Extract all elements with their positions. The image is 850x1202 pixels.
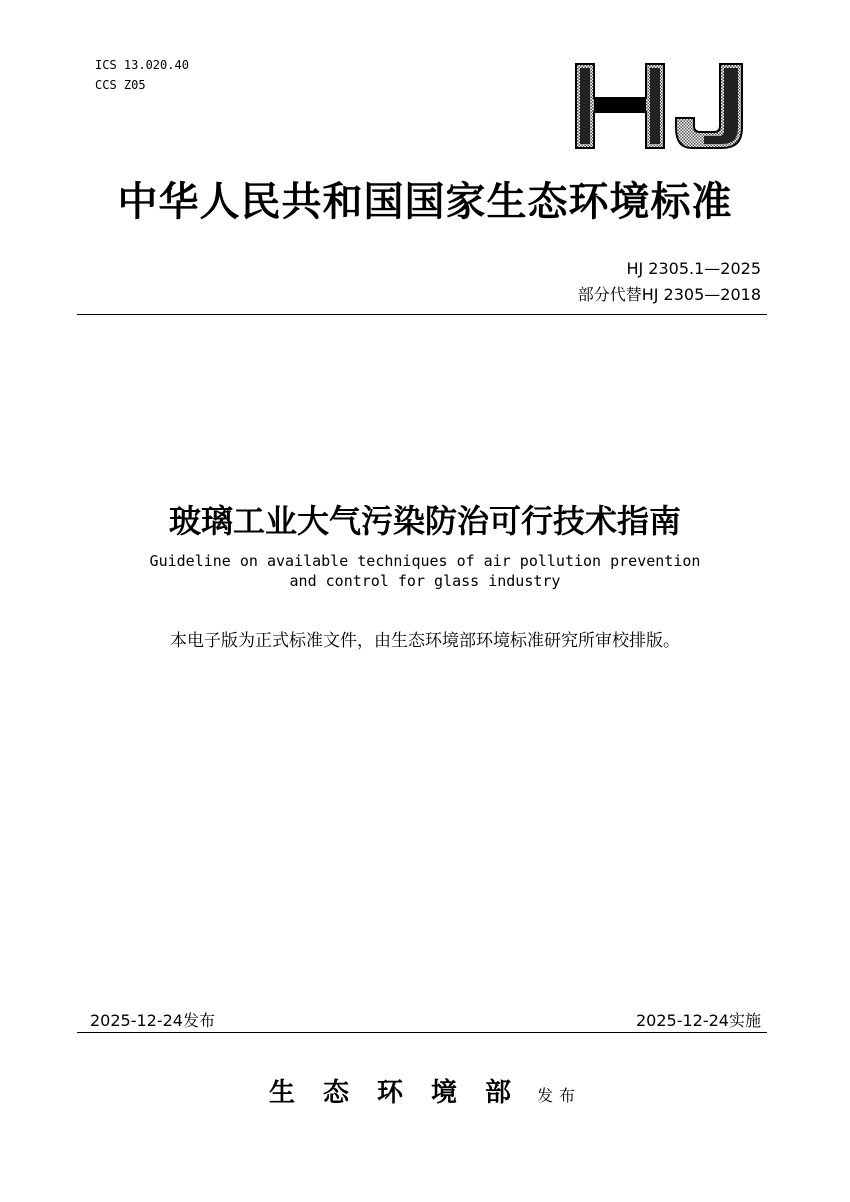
replaces-standard: 部分代替HJ 2305—2018 (577, 285, 761, 304)
implementation-date: 2025-12-24实施 (636, 1011, 761, 1030)
issue-date: 2025-12-24发布 (90, 1011, 215, 1030)
standard-number: HJ 2305.1—2025 (626, 259, 761, 278)
issuer-name: 生态环境部 (268, 1078, 539, 1108)
document-title: 玻璃工业大气污染防治可行技术指南 (168, 502, 681, 540)
header-divider (77, 314, 767, 315)
issuer-line (0, 1072, 850, 1109)
national-standard-heading: 中华人民共和国国家生态环境标准 (117, 178, 733, 225)
hj-logo (574, 62, 746, 150)
english-title-line-1: Guideline on available techniques of air pollution prevention (149, 552, 701, 570)
english-title-line-2: and control for glass industry (289, 572, 561, 590)
footer-divider (77, 1032, 767, 1033)
ics-code: ICS 13.020.40 (95, 58, 189, 72)
ccs-code: CCS Z05 (95, 78, 146, 92)
electronic-edition-note: 本电子版为正式标准文件，由生态环境部环境标准研究所审校排版。 (170, 631, 680, 651)
issuer-suffix: 发布 (537, 1086, 582, 1105)
